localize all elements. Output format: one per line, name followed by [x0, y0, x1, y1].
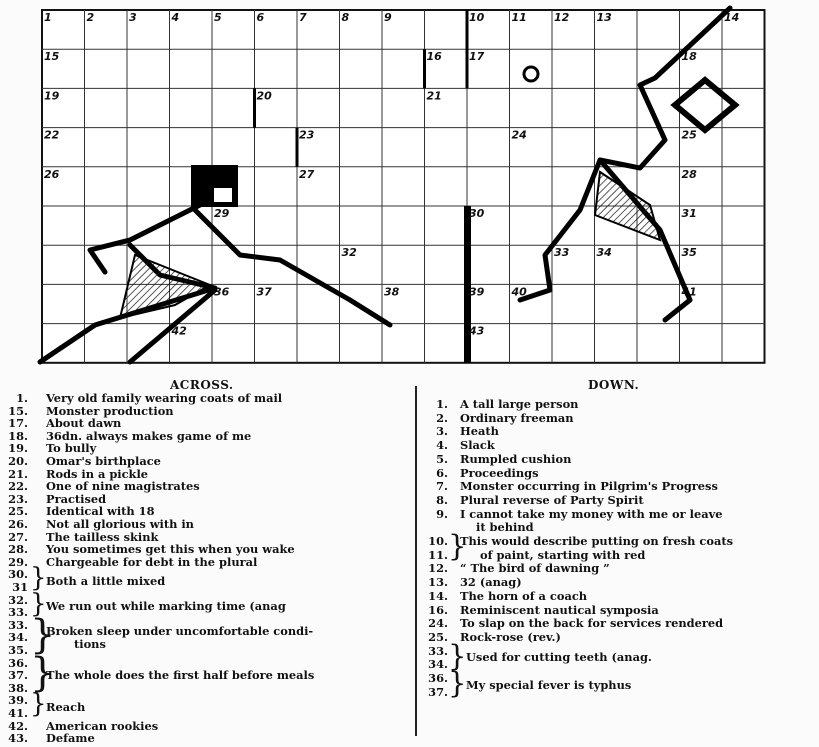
clue-number: 34. — [8, 630, 28, 645]
clue-number: 7. — [436, 479, 448, 494]
brace: } — [30, 689, 47, 720]
figure-block-left-inner — [214, 188, 232, 202]
cell-number: 13 — [596, 11, 612, 24]
clue-text: 36dn. always makes game of me — [46, 428, 252, 443]
brace: } — [30, 611, 56, 658]
clue-text: The horn of a coach — [460, 588, 588, 603]
cell-number: 3 — [129, 11, 137, 24]
clue-text: Defame — [46, 731, 95, 746]
clue-number: 24. — [428, 616, 448, 631]
cell-number: 24 — [511, 128, 527, 142]
clue-number: 10. — [428, 534, 448, 548]
clue-number: 32. — [8, 592, 28, 607]
clue-number: 27. — [8, 529, 28, 544]
brace: } — [448, 666, 467, 700]
clue-number: 37. — [428, 684, 448, 699]
clue-number: 41. — [8, 706, 28, 720]
brace: } — [448, 638, 467, 673]
cell-number: 30 — [469, 207, 485, 220]
clue-number: 33. — [428, 643, 448, 658]
across-heading: ACROSS. — [170, 378, 234, 392]
clue-text: Monster occurring in Pilgrim's Progress — [460, 479, 718, 494]
clue-text: tions — [74, 636, 106, 651]
clue-number: 30. — [8, 567, 28, 582]
cell-number: 2 — [86, 11, 95, 24]
clue-text: of paint, starting with red — [480, 547, 646, 562]
clue-text: The whole does the first half before meals — [46, 668, 315, 683]
clue-text: Reminiscent nautical symposia — [460, 602, 659, 617]
clue-text: One of nine magistrates — [46, 479, 200, 494]
clue-text: “ The bird of dawning ” — [460, 561, 610, 576]
clue-text: A tall large person — [460, 397, 579, 411]
clue-number: 43. — [8, 731, 28, 746]
clue-number: 42. — [8, 718, 28, 733]
clue-number: 14. — [428, 588, 448, 603]
clue-number: 39. — [8, 693, 28, 708]
cell-number: 9 — [384, 11, 392, 24]
clue-number: 13. — [428, 575, 448, 590]
cell-number: 4 — [171, 11, 180, 24]
clue-number: 15. — [8, 403, 28, 418]
cell-number: 37 — [256, 285, 272, 299]
clue-number: 29. — [8, 554, 28, 569]
cell-number: 42 — [171, 324, 187, 338]
cell-number: 29 — [214, 207, 230, 220]
clue-text: Heath — [460, 424, 499, 439]
clue-text: Rumpled cushion — [460, 451, 572, 466]
cell-number: 23 — [299, 128, 315, 142]
clue-text: The tailless skink — [46, 529, 159, 544]
clue-number: 38. — [8, 680, 28, 695]
clue-number: 26. — [8, 517, 28, 531]
grid-bar — [464, 206, 471, 363]
clue-text: Identical with 18 — [46, 504, 155, 519]
cell-number: 34 — [596, 246, 612, 260]
clue-number: 21. — [8, 466, 28, 481]
cell-number: 39 — [469, 285, 485, 299]
brace: } — [448, 529, 467, 563]
clue-text: Both a little mixed — [46, 573, 166, 588]
brace: } — [30, 588, 47, 619]
clue-number: 3. — [436, 424, 448, 439]
cell-number: 8 — [341, 11, 350, 24]
cell-number: 40 — [511, 285, 527, 299]
clue-text: Chargeable for debt in the plural — [46, 554, 258, 569]
cell-number: 35 — [681, 246, 697, 260]
clue-text: Very old family wearing coats of mail — [46, 391, 283, 405]
cell-number: 25 — [681, 128, 697, 142]
clue-text: I cannot take my money with me or leave — [460, 506, 723, 521]
clue-number: 16. — [428, 602, 448, 617]
brace: } — [30, 563, 47, 594]
cell-number: 43 — [469, 324, 485, 338]
clue-number: 9. — [436, 506, 448, 521]
clue-number: 25. — [428, 629, 448, 644]
clue-number: 2. — [436, 410, 448, 425]
cell-number: 12 — [554, 11, 570, 24]
clue-number: 37. — [8, 668, 28, 683]
cell-number: 26 — [44, 167, 60, 181]
clue-text: Rock-rose (rev.) — [460, 629, 561, 644]
down-heading: DOWN. — [588, 378, 640, 392]
brace: } — [30, 649, 56, 696]
clue-text: We run out while marking time (anag — [46, 598, 286, 613]
clue-number: 1. — [436, 397, 448, 411]
clue-number: 6. — [436, 465, 448, 480]
cell-number: 20 — [256, 89, 272, 103]
clue-text: Rods in a pickle — [46, 466, 149, 481]
cell-number: 18 — [681, 50, 697, 64]
clue-text: Reach — [46, 699, 86, 714]
cell-number: 11 — [511, 11, 527, 24]
cell-number: 17 — [469, 50, 485, 64]
clue-number: 33. — [8, 605, 28, 620]
clue-number: 36. — [428, 671, 448, 685]
cell-number: 22 — [44, 128, 60, 142]
cell-number: 38 — [384, 285, 400, 299]
clue-number: 18. — [8, 428, 28, 443]
cell-number: 5 — [214, 11, 222, 24]
clue-text: Ordinary freeman — [460, 410, 574, 425]
cell-number: 31 — [681, 207, 697, 220]
cell-number: 1 — [44, 11, 52, 24]
clue-number: 19. — [8, 441, 28, 456]
cell-number: 10 — [469, 11, 485, 24]
column-divider — [415, 386, 417, 736]
clue-text: 32 (anag) — [460, 575, 522, 590]
clue-text: To slap on the back for services rendered — [460, 616, 724, 631]
clue-number: 17. — [8, 416, 28, 431]
clue-text: American rookies — [46, 718, 159, 733]
cell-number: 14 — [724, 11, 740, 24]
clue-number: 5. — [436, 451, 448, 466]
crossword-grid — [0, 0, 819, 372]
clue-number: 11. — [428, 547, 448, 562]
clue-number: 35. — [8, 643, 28, 657]
clue-number: 28. — [8, 542, 28, 557]
clue-text: Monster production — [46, 403, 174, 418]
clue-number: 23. — [8, 491, 28, 506]
clue-number: 4. — [436, 438, 448, 453]
clue-number: 31 — [12, 580, 28, 594]
crossword-puzzle — [0, 0, 819, 370]
cell-number: 15 — [44, 50, 60, 64]
cell-number: 21 — [426, 89, 442, 103]
clue-number: 12. — [428, 561, 448, 576]
cell-number: 41 — [681, 285, 697, 299]
clue-number: 1. — [16, 391, 28, 405]
clue-text: About dawn — [46, 416, 122, 431]
cell-number: 33 — [554, 246, 570, 260]
clue-text: Practised — [46, 491, 107, 506]
clue-text: You sometimes get this when you wake — [46, 542, 295, 557]
clue-text: Proceedings — [460, 465, 539, 480]
clue-number: 8. — [436, 492, 448, 507]
clue-number: 22. — [8, 479, 28, 494]
clue-number: 34. — [428, 657, 448, 672]
clue-text: Used for cutting teeth (anag. — [466, 650, 652, 665]
cell-number: 28 — [681, 167, 697, 181]
clue-text: My special fever is typhus — [466, 677, 632, 692]
cell-number: 7 — [299, 11, 307, 24]
clue-text: To bully — [46, 441, 97, 456]
clue-number: 33. — [8, 617, 28, 632]
clue-number: 20. — [8, 454, 28, 468]
clue-text: Omar's birthplace — [46, 454, 161, 468]
clue-text: Plural reverse of Party Spirit — [460, 492, 644, 507]
cell-number: 36 — [214, 285, 230, 299]
cell-number: 16 — [426, 50, 442, 64]
clue-text: Not all glorious with in — [46, 517, 194, 531]
cell-number: 19 — [44, 89, 60, 103]
cell-number: 32 — [341, 246, 357, 260]
clue-number: 25. — [8, 504, 28, 519]
clue-text: it behind — [476, 520, 534, 535]
cell-number: 6 — [256, 11, 265, 24]
clue-number: 36. — [8, 655, 28, 670]
clue-text: Broken sleep under uncomfortable condi- — [46, 624, 314, 639]
clue-text: Slack — [460, 438, 495, 453]
cell-number: 27 — [299, 167, 315, 181]
clue-text: This would describe putting on fresh coats — [460, 534, 734, 548]
